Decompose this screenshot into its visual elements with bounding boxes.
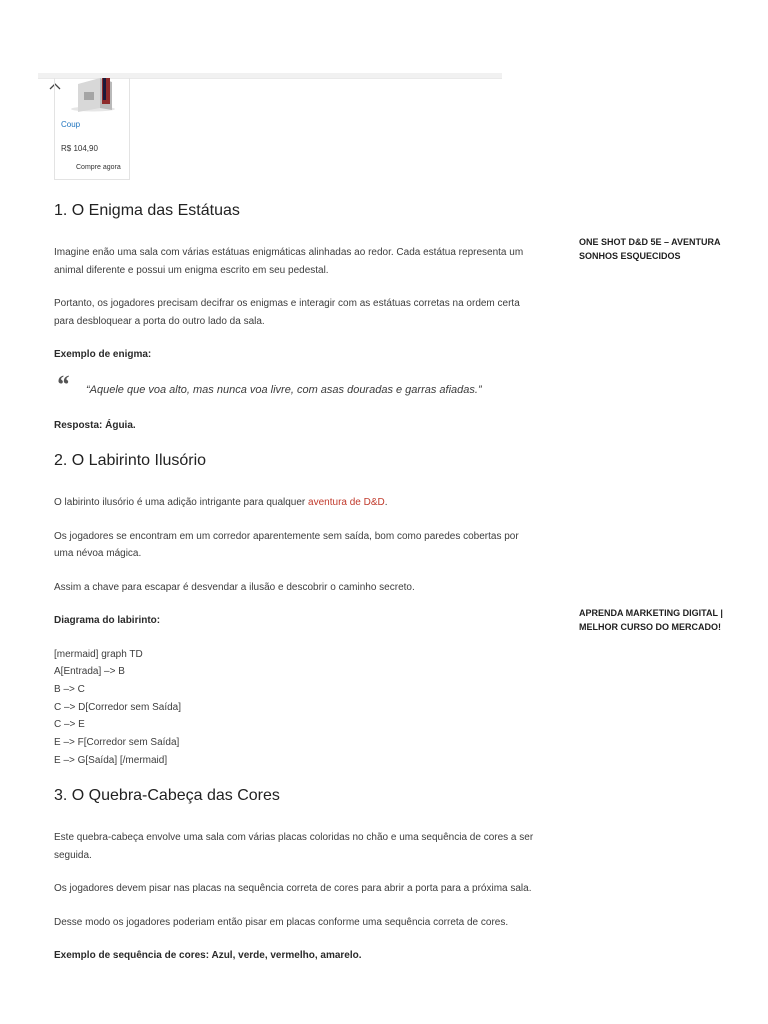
answer-text: Resposta: Águia. [54, 419, 136, 431]
sidebar-link-one-shot[interactable]: ONE SHOT D&D 5E – AVENTURA SONHOS ESQUECIDOS [579, 237, 721, 261]
diagram-code [54, 646, 534, 770]
section-1-paragraph: Imagine enão uma sala com várias estátuas enigmáticas alinhadas ao redor. Cada estátua representa um animal diferente e possui um enigma escrito em seu pedestal. [54, 247, 524, 276]
article-content [54, 200, 534, 981]
sidebar-link-marketing[interactable]: APRENDA MARKETING DIGITAL | MELHOR CURSO DO MERCADO! [579, 608, 723, 632]
code-line: B –> C [54, 683, 85, 695]
section-1-title: 1. O Enigma das Estátuas [54, 202, 240, 219]
section-2-title: 2. O Labirinto Ilusório [54, 452, 207, 469]
code-line: [mermaid] graph TD [54, 648, 143, 660]
example-label [54, 346, 534, 364]
section-3-paragraph: Desse modo os jogadores poderiam então pisar em placas conforme uma sequência correta de cores. [54, 916, 509, 928]
intro-period: . [384, 497, 388, 508]
product-price: R$ 104,90 [61, 144, 98, 153]
answer [54, 417, 534, 435]
product-name-link[interactable]: Coup [61, 120, 81, 129]
section-2-intro [54, 494, 534, 512]
section-2-paragraph: Assim a chave para escapar é desvendar a ilusão e descobrir o caminho secreto. [54, 581, 415, 593]
section-3-paragraph: Este quebra-cabeça envolve uma sala com várias placas coloridas no chão e uma sequência de cores a ser seguida. [54, 832, 534, 861]
quote-icon: “ [56, 369, 69, 399]
section-2-paragraph: Os jogadores se encontram em um corredor aparentemente sem saída, bom como paredes cobertas por uma névoa mágica. [54, 530, 519, 559]
diagram-label [54, 612, 534, 630]
buy-now-button[interactable]: Compre agora [76, 164, 121, 171]
adventure-link[interactable]: aventura de D&D [308, 497, 385, 508]
intro-text: O labirinto ilusório é uma adição intrigante para qualquer [54, 497, 309, 508]
code-line: C –> E [54, 719, 85, 731]
color-sequence-text: Exemplo de sequência de cores: Azul, verde, vermelho, amarelo. [54, 950, 362, 962]
quote-text: “Aquele que voa alto, mas nunca voa livre, com asas douradas e garras afiadas.” [86, 383, 482, 396]
code-line: E –> G[Saída] [/mermaid] [54, 754, 168, 766]
color-sequence-example [54, 947, 534, 965]
riddle-quote [54, 369, 534, 399]
code-line: C –> D[Corredor sem Saída] [54, 701, 181, 713]
section-3-title: 3. O Quebra-Cabeça das Cores [54, 787, 280, 805]
section-1-paragraph: Portanto, os jogadores precisam decifrar os enigmas e interagir com as estátuas corretas na ordem certa para desbloquear a porta do outro lado da sala. [54, 298, 520, 327]
product-image [64, 78, 122, 112]
code-line: A[Entrada] –> B [54, 666, 125, 678]
example-label-text: Exemplo de enigma: [54, 349, 152, 360]
diagram-label-text: Diagrama do labirinto: [54, 615, 161, 626]
section-3-paragraph: Os jogadores devem pisar nas placas na sequência correta de cores para abrir a porta para a próxima sala. [54, 883, 532, 895]
code-line: E –> F[Corredor sem Saída] [54, 737, 180, 749]
product-card[interactable] [54, 78, 130, 180]
